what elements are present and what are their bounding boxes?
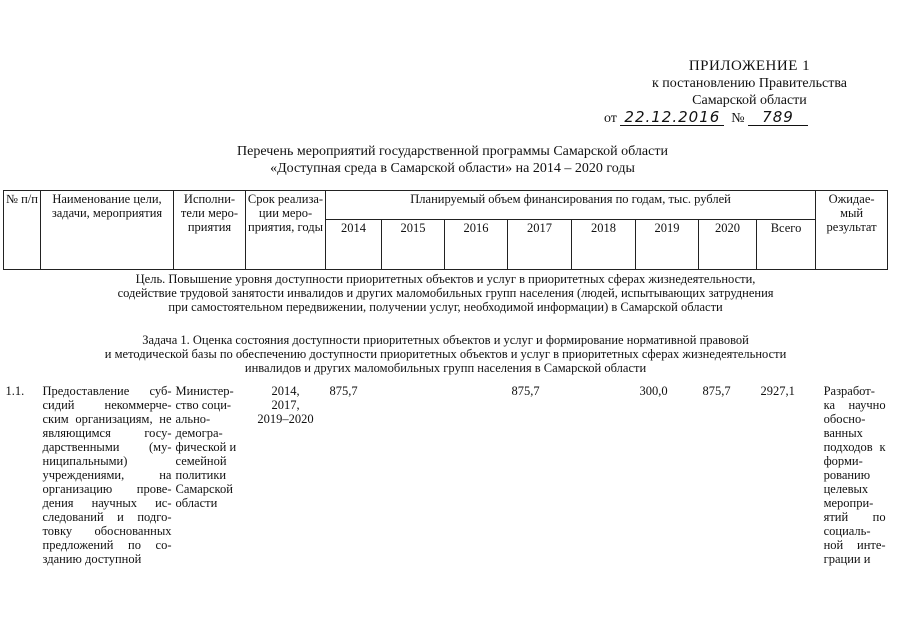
term-line: 2019–2020 xyxy=(257,412,314,426)
goal-line3: при самостоятельном передвижении, получении услуг, необходимой информации) в Самарской области xyxy=(168,300,723,314)
appendix-title: ПРИЛОЖЕНИЕ 1 xyxy=(688,58,811,74)
goal-line1: Цель. Повышение уровня доступности приоритетных объектов и услуг в приоритетных сферах жизнедеятельности, xyxy=(135,272,756,286)
title-line1: Перечень мероприятий государственной программы Самарской области xyxy=(237,144,668,159)
appendix-line3: Самарской области xyxy=(692,93,807,108)
table-row xyxy=(4,376,888,567)
task-line1: Задача 1. Оценка состояния доступности приоритетных объектов и услуг и формирование нормативной правовой xyxy=(142,333,749,347)
value-2015 xyxy=(382,376,445,567)
appendix-block xyxy=(603,58,847,127)
term-line: 2017, xyxy=(271,398,300,412)
header-year: 2014 xyxy=(326,220,382,270)
header-year: 2020 xyxy=(699,220,757,270)
row-name: Предоставление суб- сидий некоммерче- ским организациям, не являющимся госу- дарственными (му- ниципальными) учреждениями, на организацию прове- дения научных ис- следований и подго- товку обоснованных предложений по со- зданию доступной xyxy=(42,384,172,566)
value-2019: 300,0 xyxy=(639,384,668,398)
header-year: 2017 xyxy=(508,220,572,270)
header-year: 2018 xyxy=(572,220,636,270)
header-result: Ожидае- мый результат xyxy=(816,191,888,270)
value-2017: 875,7 xyxy=(511,384,540,398)
header-financing: Планируемый объем финансирования по годам, тыс. рублей xyxy=(326,191,816,220)
row-executor: Министер- ство соци- ально- демогра- фической и семейной политики Самарской области xyxy=(175,384,237,510)
value-2018 xyxy=(572,376,636,567)
measures-table xyxy=(3,190,888,567)
value-2020: 875,7 xyxy=(702,384,731,398)
header-total: Всего xyxy=(757,220,816,270)
header-year: 2015 xyxy=(382,220,445,270)
value-2016 xyxy=(445,376,508,567)
row-result: Разработ- ка научно обосно- ванных подходов к форми- рованию целевых меропри- ятий по социаль- ной инте- грации и xyxy=(823,384,886,566)
header-year: 2016 xyxy=(445,220,508,270)
goal-text xyxy=(4,270,888,316)
handwritten-number: 789 xyxy=(748,109,808,126)
header-executor: Исполни- тели меро- приятия xyxy=(174,191,246,270)
row-num: 1.1. xyxy=(5,384,25,398)
handwritten-date: 22.12.2016 xyxy=(620,109,724,126)
row-term xyxy=(246,376,326,567)
task-line3: инвалидов и других маломобильных групп населения в Самарской области xyxy=(244,361,647,375)
header-num: № п/п xyxy=(4,191,41,270)
number-prefix: № xyxy=(731,111,745,126)
value-2014: 875,7 xyxy=(329,384,358,398)
date-prefix: от xyxy=(603,111,617,126)
header-name: Наименование цели, задачи, мероприятия xyxy=(41,191,174,270)
task-line2: и методической базы по обеспечению доступности приоритетных объектов и услуг в приоритетных сферах жизнедеятельности xyxy=(104,347,787,361)
appendix-line2: к постановлению Правительства xyxy=(651,76,847,91)
appendix-dateline xyxy=(604,109,847,127)
header-year: 2019 xyxy=(636,220,699,270)
value-total: 2927,1 xyxy=(760,384,795,398)
document-title xyxy=(0,143,905,177)
title-line2: «Доступная среда в Самарской области» на 2014 – 2020 годы xyxy=(270,161,635,176)
goal-line2: содействие трудовой занятости инвалидов и других маломобильных групп населения (людей, испытывающих затруднения xyxy=(117,286,774,300)
header-term: Срок реализа- ции меро- приятия, годы xyxy=(246,191,326,270)
term-line: 2014, xyxy=(271,384,300,398)
task-text xyxy=(4,315,888,376)
